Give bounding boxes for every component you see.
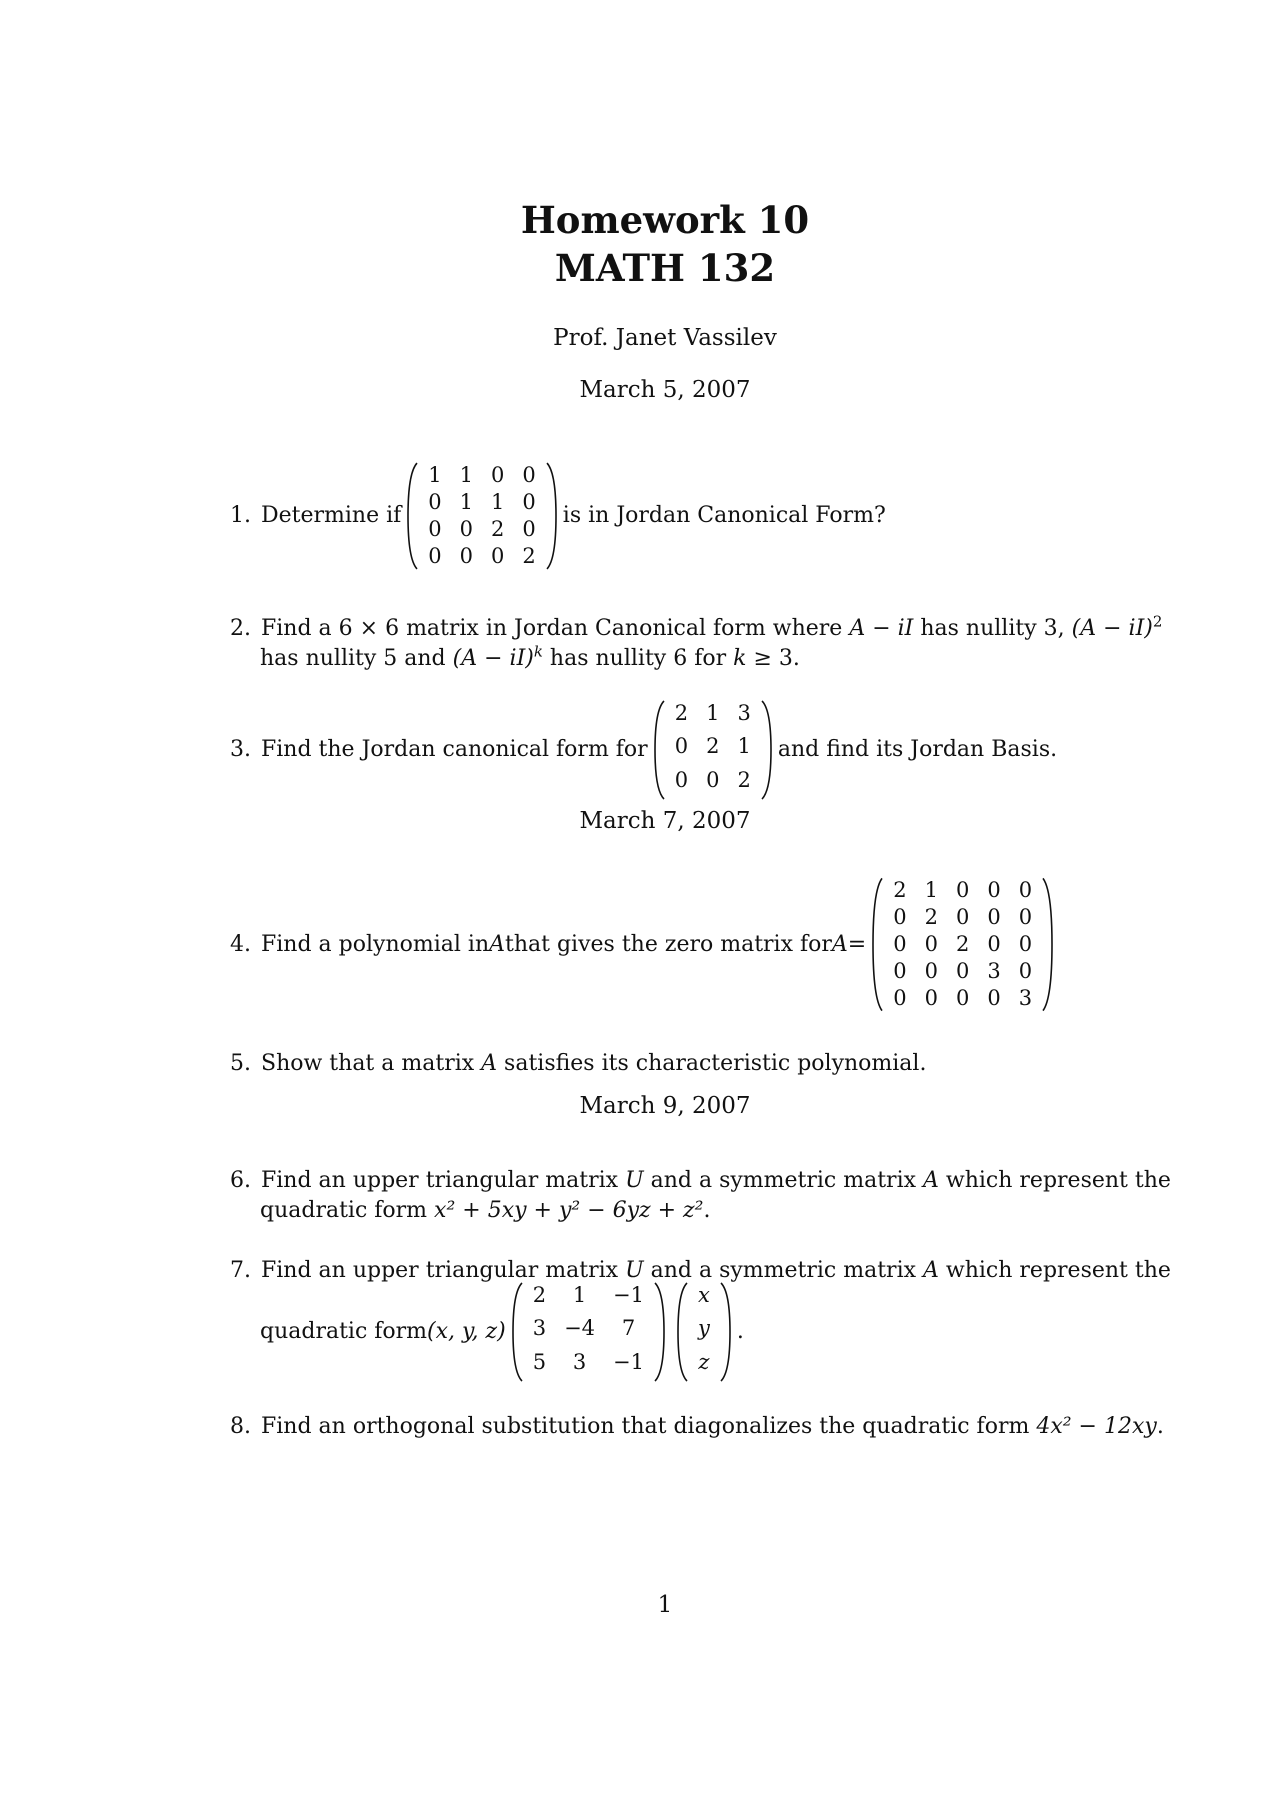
problem-4-matrix-entries: [884, 877, 1041, 1012]
problem-4-matrix-entry: 2: [924, 905, 938, 929]
problem-1-matrix-entry: 2: [522, 544, 536, 568]
problem-1-matrix-entry: 1: [428, 463, 442, 487]
problem-3-matrix-left-paren: [654, 700, 666, 800]
problem-6-quadratic-form: x² + 5xy + y² − 6yz + z²: [434, 1198, 704, 1223]
problem-4-matrix-entry: 0: [1018, 905, 1033, 929]
problem-7-matrix-entry: 3: [572, 1349, 587, 1374]
problem-8: [230, 1412, 1164, 1442]
problem-7-column-vector-entry: z: [698, 1349, 710, 1374]
problem-7-text: and a symmetric matrix: [643, 1258, 924, 1283]
problem-2-math: (A − iI): [1071, 616, 1153, 641]
problem-6-math: A: [923, 1168, 939, 1193]
problem-4-matrix-entry: 0: [987, 878, 1001, 902]
problem-1-matrix-entry: 2: [491, 517, 505, 541]
problem-3-matrix-entry: 2: [706, 734, 720, 759]
problem-2-text: has nullity 3,: [913, 616, 1072, 641]
problem-3-text-after: and find its Jordan Basis.: [777, 737, 1058, 762]
problem-2-math: A − iI: [849, 616, 914, 641]
problem-4-matrix-entry: 0: [955, 986, 970, 1010]
problem-2-exponent: 2: [1152, 612, 1163, 631]
problem-4: [230, 877, 1059, 1012]
problem-4-text: that gives the zero matrix for: [505, 931, 832, 957]
problem-3-text-before: Find the Jordan canonical form for: [261, 737, 648, 762]
problem-7: [230, 1256, 1171, 1382]
problem-2-math: k: [733, 646, 747, 671]
problem-4-matrix-entry: 2: [955, 932, 970, 956]
problem-1-matrix-right-paren: [545, 462, 557, 570]
problem-1-matrix-entry: 0: [491, 463, 505, 487]
problem-1-matrix-left-paren: [407, 462, 419, 570]
problem-4-text: =: [847, 931, 867, 957]
problem-3-matrix-entry: 0: [674, 734, 689, 759]
problem-5-text: satisfies its characteristic polynomial.: [497, 1051, 927, 1076]
problem-4-matrix-entry: 0: [924, 986, 938, 1010]
problem-8-text: Find an orthogonal substitution that diagonalizes the quadratic form: [261, 1414, 1037, 1439]
problem-3-matrix-entry: 1: [706, 701, 720, 725]
problem-1-matrix-entry: 1: [491, 490, 505, 514]
problem-3-matrix-entry: 2: [737, 767, 751, 792]
problem-4-matrix-entry: 0: [893, 905, 907, 929]
problem-4-matrix-left-paren: [872, 877, 884, 1012]
problem-6-text: .: [703, 1198, 711, 1223]
problem-4-text: Find a polynomial in: [261, 931, 490, 957]
problem-7-text: which represent the: [938, 1258, 1171, 1283]
problem-7-matrix-entry: −1: [613, 1283, 645, 1307]
problem-1-matrix-entry: 1: [459, 490, 474, 514]
problem-1-matrix-entry: 1: [459, 463, 474, 487]
problem-4-matrix-entry: 0: [924, 932, 938, 956]
problem-4-matrix-entry: 0: [924, 959, 938, 983]
problem-1-matrix-entry: 0: [459, 544, 474, 568]
problem-4-matrix-right-paren: [1041, 877, 1053, 1012]
problem-4-matrix-entry: 3: [987, 959, 1001, 983]
problem-4-matrix-entry: 0: [1018, 878, 1033, 902]
problem-1-matrix-entry: 0: [428, 544, 442, 568]
problem-4-matrix-entry: 0: [1018, 959, 1033, 983]
problem-6-number: 6.: [230, 1168, 251, 1193]
problem-7-matrix-entry: 7: [621, 1316, 636, 1341]
problem-1-text-before: Determine if: [261, 503, 402, 528]
problem-4-matrix-entry: 1: [924, 878, 938, 902]
problem-1: [230, 462, 886, 570]
problem-5-number: 5.: [230, 1051, 251, 1076]
problem-1-matrix-entry: 0: [428, 517, 442, 541]
problem-4-matrix-entry: 0: [955, 905, 970, 929]
author: Prof. Janet Vassilev: [553, 325, 777, 351]
problem-2-text: has nullity 6 for: [542, 646, 734, 671]
problem-3: [230, 700, 1057, 800]
problem-7-math: A: [923, 1258, 939, 1283]
problem-7-matrix-entry: 5: [532, 1349, 547, 1374]
problem-6-math: U: [625, 1168, 644, 1193]
date-march-5: March 5, 2007: [579, 377, 751, 403]
problem-7-matrix-entry: 3: [532, 1316, 547, 1341]
problem-3-matrix-entry: 3: [737, 701, 751, 725]
problem-7-matrix-entries: [524, 1282, 653, 1382]
title-line-1: Homework 10: [520, 198, 810, 242]
problem-2: [230, 614, 1162, 674]
problem-4-matrix-entry: 0: [987, 932, 1001, 956]
problem-6-text: which represent the: [938, 1168, 1171, 1193]
problem-2-number: 2.: [230, 616, 251, 641]
problem-3-matrix-right-paren: [760, 700, 772, 800]
problem-1-matrix: [407, 462, 557, 570]
date-march-9: March 9, 2007: [579, 1093, 751, 1119]
problem-4-matrix-entry: 0: [1018, 932, 1033, 956]
problem-6-text: quadratic form: [260, 1198, 435, 1223]
problem-7-matrix-entry: −4: [564, 1316, 596, 1341]
problem-7-text: quadratic form: [260, 1319, 428, 1344]
problem-4-matrix-entry: 3: [1018, 986, 1033, 1010]
problem-4-matrix-entry: 0: [955, 878, 970, 902]
problem-7-row-vector: (x, y, z): [427, 1319, 506, 1344]
problem-4-matrix-entry: 0: [893, 986, 907, 1010]
problem-7-math: U: [625, 1258, 644, 1283]
problem-2-math: (A − iI): [452, 646, 534, 671]
problem-7-matrix-entry: −1: [613, 1349, 645, 1374]
problem-4-number: 4.: [230, 931, 251, 957]
problem-4-matrix-entry: 0: [893, 959, 907, 983]
problem-2-text: ≥ 3.: [746, 646, 800, 671]
problem-7-matrix-right-paren: [653, 1282, 665, 1382]
problem-7-column-vector-entries: [689, 1282, 719, 1382]
date-march-7: March 7, 2007: [579, 808, 751, 834]
problem-4-matrix-entry: 0: [987, 986, 1001, 1010]
problem-3-matrix-entry: 0: [674, 767, 689, 792]
problem-1-matrix-entry: 0: [459, 517, 474, 541]
problem-3-matrix-entry: 1: [737, 734, 751, 759]
problem-7-column-vector-entry: y: [698, 1316, 710, 1341]
problem-7-column-vector: [677, 1282, 731, 1382]
problem-7-matrix: [512, 1282, 665, 1382]
problem-3-matrix-entry: 2: [674, 701, 689, 725]
problem-1-matrix-entry: 0: [428, 490, 442, 514]
problem-7-number: 7.: [230, 1258, 251, 1283]
problem-6-text: and a symmetric matrix: [643, 1168, 924, 1193]
title-line-2: MATH 132: [554, 246, 776, 290]
problem-4-matrix-entry: 0: [987, 905, 1001, 929]
problem-4-matrix-entry: 2: [893, 878, 907, 902]
problem-5-math: A: [481, 1051, 498, 1076]
problem-7-text: Find an upper triangular matrix: [261, 1258, 626, 1283]
problem-5: [230, 1049, 926, 1079]
problem-1-matrix-entry: 0: [522, 517, 536, 541]
problem-4-matrix: [872, 877, 1053, 1012]
problem-1-text-after: is in Jordan Canonical Form?: [562, 503, 886, 528]
problem-2-text: Find a 6 × 6 matrix in Jordan Canonical form where: [261, 616, 850, 641]
problem-4-matrix-entry: 0: [955, 959, 970, 983]
problem-2-exponent: k: [533, 642, 543, 661]
problem-1-number: 1.: [230, 503, 251, 528]
problem-3-matrix: [654, 700, 772, 800]
problem-2-text: has nullity 5 and: [260, 646, 453, 671]
problem-7-matrix-left-paren: [512, 1282, 524, 1382]
problem-6-text: Find an upper triangular matrix: [261, 1168, 626, 1193]
problem-1-matrix-entry: 0: [522, 490, 536, 514]
problem-5-text: Show that a matrix: [261, 1051, 482, 1076]
problem-6: [230, 1166, 1171, 1226]
problem-3-number: 3.: [230, 737, 251, 762]
problem-7-column-vector-entry: x: [698, 1283, 710, 1307]
problem-8-text: .: [1156, 1414, 1164, 1439]
problem-4-math: A: [489, 931, 506, 957]
problem-4-matrix-entry: 0: [893, 932, 907, 956]
problem-8-quadratic-form: 4x² − 12xy: [1036, 1414, 1157, 1439]
problem-7-column-vector-right-paren: [719, 1282, 731, 1382]
problem-3-matrix-entries: [666, 700, 760, 800]
problem-1-matrix-entries: [419, 462, 545, 570]
problem-7-column-vector-left-paren: [677, 1282, 689, 1382]
problem-4-math: A: [831, 931, 848, 957]
problem-7-matrix-entry: 2: [532, 1283, 547, 1307]
problem-8-number: 8.: [230, 1414, 251, 1439]
problem-7-matrix-entry: 1: [572, 1283, 587, 1307]
problem-1-matrix-entry: 0: [491, 544, 505, 568]
page-number: 1: [657, 1592, 673, 1618]
problem-3-matrix-entry: 0: [706, 767, 720, 792]
problem-7-text: .: [736, 1319, 744, 1344]
problem-1-matrix-entry: 0: [522, 463, 536, 487]
